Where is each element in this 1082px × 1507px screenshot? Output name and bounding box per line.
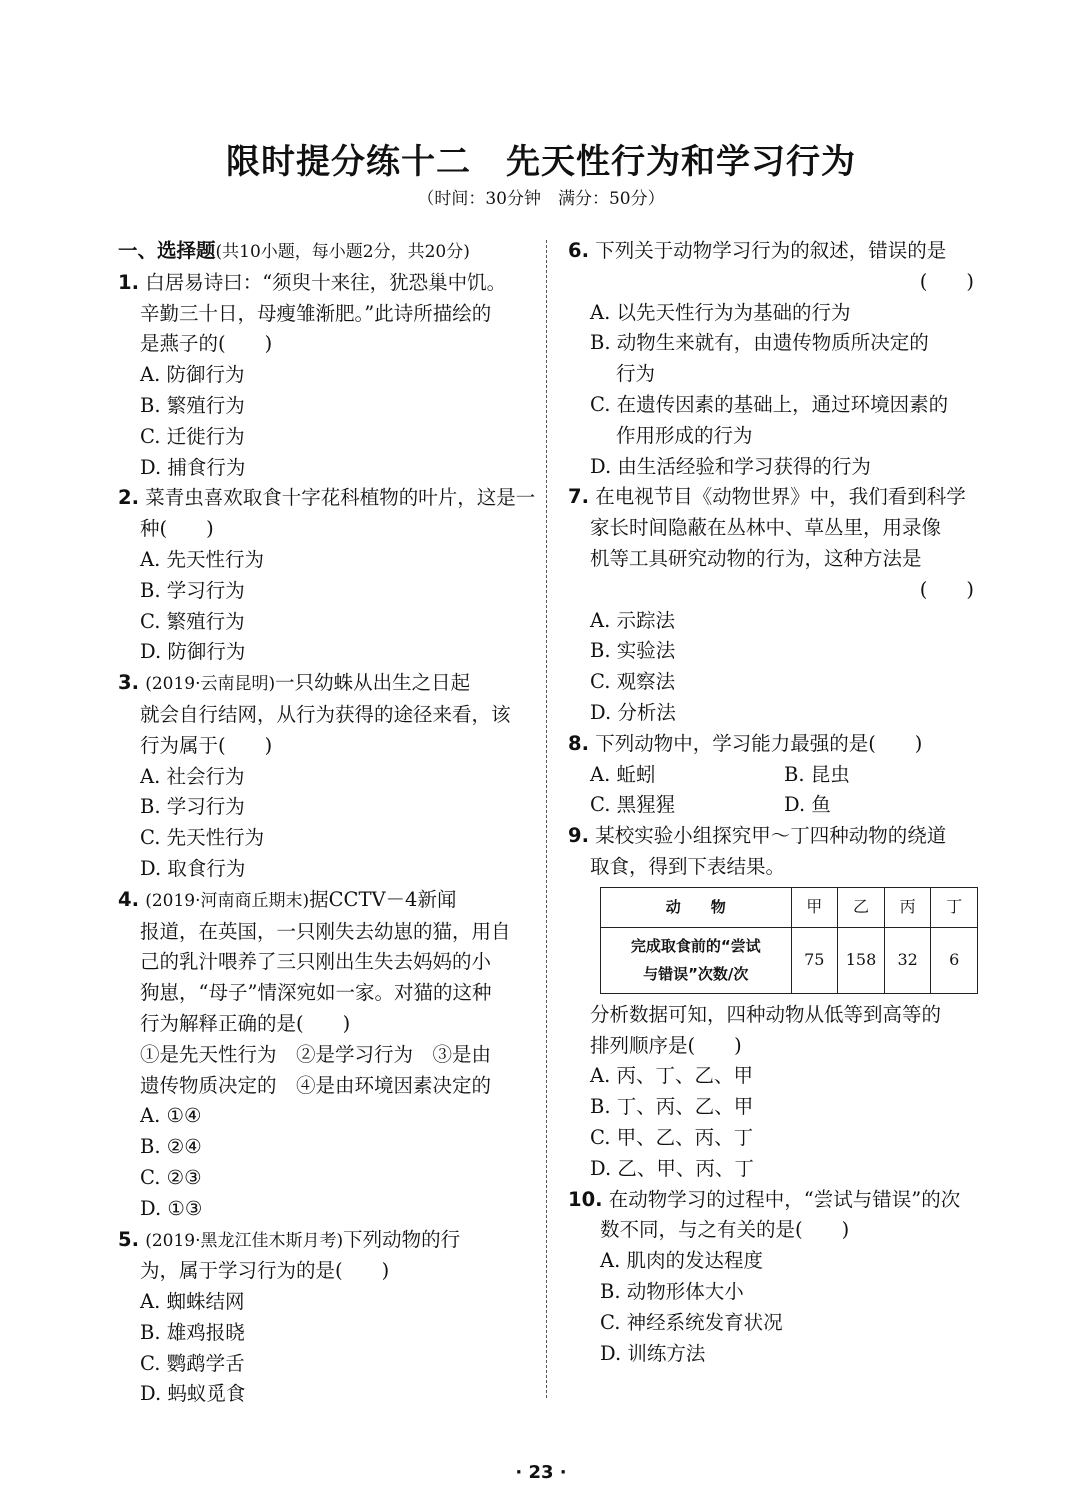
option-c[interactable]: C. 先天性行为 [140, 826, 265, 850]
question-number: 1. [118, 270, 139, 294]
question-9 [568, 821, 978, 1184]
table-row-label [601, 927, 792, 993]
question-text: 数不同，与之有关的是( ) [600, 1218, 850, 1242]
option-c[interactable]: C. 鹦鹉学舌 [140, 1351, 245, 1375]
option-b[interactable]: B. 繁殖行为 [140, 393, 245, 417]
question-number: 9. [568, 824, 589, 848]
option-d[interactable]: D. 捕食行为 [140, 455, 246, 479]
option-d[interactable]: D. 分析法 [590, 700, 676, 724]
question-1 [118, 268, 530, 484]
section-header [118, 236, 530, 268]
option-b[interactable]: B. 学习行为 [140, 578, 245, 602]
question-5 [118, 1225, 530, 1411]
option-row [568, 760, 978, 791]
question-number: 7. [568, 485, 589, 509]
option-c[interactable]: C. 繁殖行为 [140, 609, 245, 633]
section-title: 一、选择题 [118, 239, 216, 262]
table-header-animal: 丁 [931, 887, 978, 927]
table-header-animal: 乙 [838, 887, 885, 927]
table-row-label-line: 完成取食前的“尝试 [630, 937, 761, 956]
question-number: 3. [118, 671, 139, 695]
question-text: 分析数据可知，四种动物从低等到高等的 [590, 1002, 942, 1026]
question-number: 10. [568, 1187, 603, 1211]
question-text: 据CCTV－4新闻 [309, 887, 457, 911]
option-a[interactable]: A. 社会行为 [140, 764, 245, 788]
option-d[interactable]: D. 蚂蚁觅食 [140, 1382, 246, 1406]
question-text: 一只幼蛛从出生之日起 [275, 671, 471, 695]
option-a[interactable]: A. 肌肉的发达程度 [600, 1249, 763, 1273]
statement-list: ①是先天性行为 ②是学习行为 ③是由 [140, 1042, 492, 1066]
question-text: 机等工具研究动物的行为，这种方法是 [590, 546, 922, 570]
option-d[interactable]: D. 防御行为 [140, 640, 246, 664]
table-cell: 6 [931, 927, 978, 993]
section-note: (共10小题，每小题2分，共20分) [215, 242, 470, 262]
option-b[interactable]: B. 动物形体大小 [600, 1279, 744, 1303]
question-7 [568, 482, 978, 728]
question-text: 取食，得到下表结果。 [590, 854, 786, 878]
option-c[interactable]: C. 观察法 [590, 670, 676, 694]
option-c[interactable]: C. 甲、乙、丙、丁 [590, 1125, 754, 1149]
option-d[interactable]: D. 取食行为 [140, 856, 246, 880]
option-d[interactable]: D. ①③ [140, 1196, 203, 1220]
question-source: (2019·河南商丘期末) [145, 890, 310, 911]
option-b[interactable]: B. 雄鸡报晓 [140, 1320, 245, 1344]
question-number: 4. [118, 887, 139, 911]
question-text: 白居易诗曰：“须臾十来往，犹恐巢中饥。 [145, 270, 507, 294]
question-text: 种( ) [140, 517, 214, 541]
question-8 [568, 729, 978, 821]
question-text: 就会自行结网，从行为获得的途径来看，该 [140, 702, 511, 726]
question-text: 为，属于学习行为的是( ) [140, 1259, 390, 1283]
page-number: · 23 · [515, 1462, 567, 1483]
question-text: 行为解释正确的是( ) [140, 1011, 351, 1035]
question-number: 6. [568, 239, 589, 262]
option-a[interactable]: A. 蜘蛛结网 [140, 1290, 245, 1314]
option-a[interactable]: A. ①④ [140, 1104, 202, 1128]
right-column [568, 236, 978, 1369]
option-b[interactable]: B. 动物生来就有，由遗传物质所决定的 [590, 331, 929, 355]
question-4 [118, 885, 530, 1225]
page-subtitle: （时间：30分钟 满分：50分） [417, 189, 665, 209]
option-b[interactable]: B. 昆虫 [784, 762, 850, 786]
left-column [118, 236, 536, 1410]
option-b[interactable]: B. 学习行为 [140, 795, 245, 819]
option-c[interactable]: C. ②③ [140, 1165, 202, 1189]
option-b[interactable]: B. 实验法 [590, 639, 676, 663]
option-c[interactable]: C. 在遗传因素的基础上，通过环境因素的 [590, 392, 949, 416]
option-b[interactable]: B. 丁、丙、乙、甲 [590, 1095, 754, 1119]
question-text: 己的乳汁喂养了三只刚出生失去妈妈的小 [140, 950, 492, 974]
option-c[interactable]: C. 黑猩猩 [590, 793, 676, 817]
option-a[interactable]: A. 示踪法 [590, 608, 675, 632]
column-divider [546, 240, 547, 1398]
question-text: 家长时间隐蔽在丛林中、草丛里，用录像 [590, 516, 942, 540]
question-10 [568, 1185, 978, 1370]
option-a[interactable]: A. 蚯蚓 [590, 762, 656, 786]
option-a[interactable]: A. 防御行为 [140, 363, 245, 387]
question-text: 下列动物中，学习能力最强的是( ) [595, 731, 923, 755]
option-a[interactable]: A. 先天性行为 [140, 547, 264, 571]
question-text: 排列顺序是( ) [590, 1033, 742, 1057]
table-cell: 158 [838, 927, 885, 993]
option-d[interactable]: D. 训练方法 [600, 1341, 706, 1365]
option-a[interactable]: A. 以先天性行为为基础的行为 [590, 300, 851, 324]
question-3 [118, 668, 530, 885]
question-text: 菜青虫喜欢取食十字花科植物的叶片，这是一 [145, 486, 536, 510]
option-d[interactable]: D. 鱼 [784, 793, 831, 817]
question-2 [118, 483, 536, 668]
question-text: 下列动物的行 [343, 1227, 461, 1251]
question-text: 下列关于动物学习行为的叙述，错误的是 [595, 239, 947, 262]
option-c-cont: 作用形成的行为 [616, 423, 753, 447]
option-b[interactable]: B. ②④ [140, 1135, 202, 1159]
table-header-animal: 丙 [884, 887, 931, 927]
option-b-cont: 行为 [616, 362, 656, 386]
option-d[interactable]: D. 由生活经验和学习获得的行为 [590, 454, 871, 478]
question-number: 8. [568, 731, 589, 755]
answer-blank[interactable]: ( ) [919, 577, 974, 601]
question-text: 报道，在英国，一只刚失去幼崽的猫，用自 [140, 919, 511, 943]
option-row [568, 790, 978, 821]
question-source: (2019·云南昆明) [145, 674, 276, 695]
statement-list: 遗传物质决定的 ④是由环境因素决定的 [140, 1073, 492, 1097]
table-header-label: 动 物 [601, 887, 792, 927]
option-d[interactable]: D. 乙、甲、丙、丁 [590, 1156, 754, 1180]
question-text: 狗崽，“母子”情深宛如一家。对猫的这种 [140, 981, 492, 1005]
table-header-animal: 甲 [791, 887, 838, 927]
data-table [600, 887, 978, 994]
option-c[interactable]: C. 神经系统发育状况 [600, 1310, 783, 1334]
question-number: 2. [118, 486, 139, 510]
question-text: 是燕子的( ) [140, 332, 273, 356]
answer-blank[interactable]: ( ) [919, 269, 974, 293]
option-c[interactable]: C. 迁徙行为 [140, 424, 245, 448]
question-text: 某校实验小组探究甲～丁四种动物的绕道 [595, 824, 947, 848]
question-source: (2019·黑龙江佳木斯月考) [145, 1230, 344, 1251]
question-text: 行为属于( ) [140, 733, 273, 757]
table-cell: 32 [884, 927, 931, 993]
page-title: 限时提分练十二 先天性行为和学习行为 [226, 142, 856, 182]
question-text: 在动物学习的过程中，“尝试与错误”的次 [608, 1187, 961, 1211]
question-text: 在电视节目《动物世界》中，我们看到科学 [595, 485, 966, 509]
question-6 [568, 236, 978, 482]
table-cell: 75 [791, 927, 838, 993]
question-number: 5. [118, 1227, 139, 1251]
question-text: 辛勤三十日，母瘦雏渐肥。”此诗所描绘的 [140, 301, 492, 325]
table-row-label-line: 与错误”次数/次 [643, 965, 749, 984]
option-a[interactable]: A. 丙、丁、乙、甲 [590, 1064, 753, 1088]
